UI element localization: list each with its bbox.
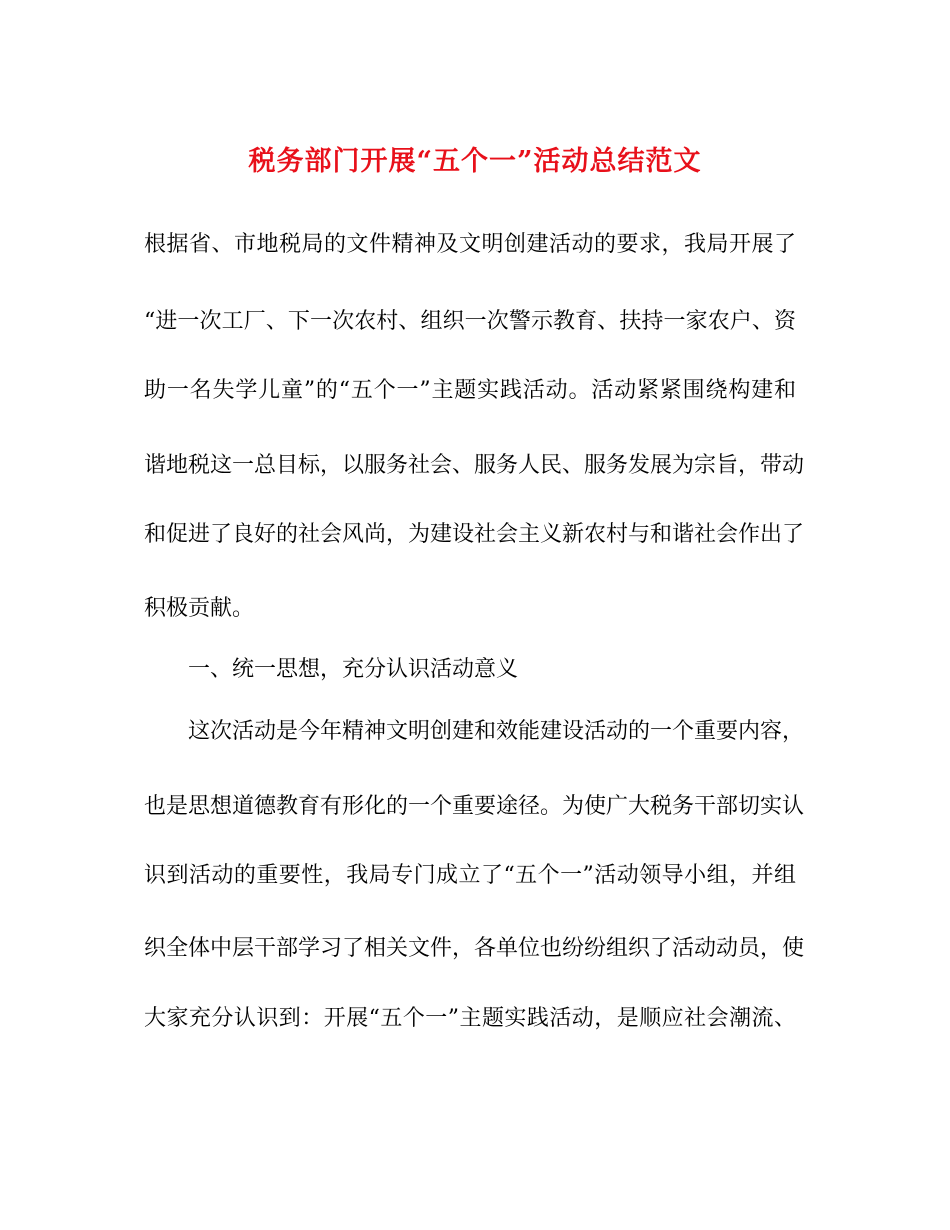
paragraph-2-line-5: 大家充分认识到：开展“五个一”主题实践活动，是顺应社会潮流、 [144, 1006, 796, 1031]
section-1-heading: 一、统一思想，充分认识活动意义 [188, 657, 519, 682]
paragraph-2-line-3: 识到活动的重要性，我局专门成立了“五个一”活动领导小组，并组 [144, 863, 796, 888]
paragraph-1-line-3: 助一名失学儿童”的“五个一”主题实践活动。活动紧紧围绕构建和 [144, 378, 796, 403]
document-title: 税务部门开展“五个一”活动总结范文 [248, 146, 702, 177]
paragraph-2-line-4: 织全体中层干部学习了相关文件，各单位也纷纷组织了活动动员，使 [144, 936, 805, 961]
paragraph-1-line-6: 积极贡献。 [144, 596, 255, 621]
paragraph-1-line-4: 谐地税这一总目标，以服务社会、服务人民、服务发展为宗旨，带动 [144, 453, 805, 478]
paragraph-1-line-1: 根据省、市地税局的文件精神及文明创建活动的要求，我局开展了 [144, 232, 796, 257]
paragraph-2-line-1: 这次活动是今年精神文明创建和效能建设活动的一个重要内容， [188, 719, 805, 744]
paragraph-1-line-5: 和促进了良好的社会风尚，为建设社会主义新农村与和谐社会作出了 [144, 522, 805, 547]
paragraph-1-line-2: “进一次工厂、下一次农村、组织一次警示教育、扶持一家农户、资 [144, 309, 796, 334]
paragraph-2-line-2: 也是思想道德教育有形化的一个重要途径。为使广大税务干部切实认 [144, 794, 805, 819]
